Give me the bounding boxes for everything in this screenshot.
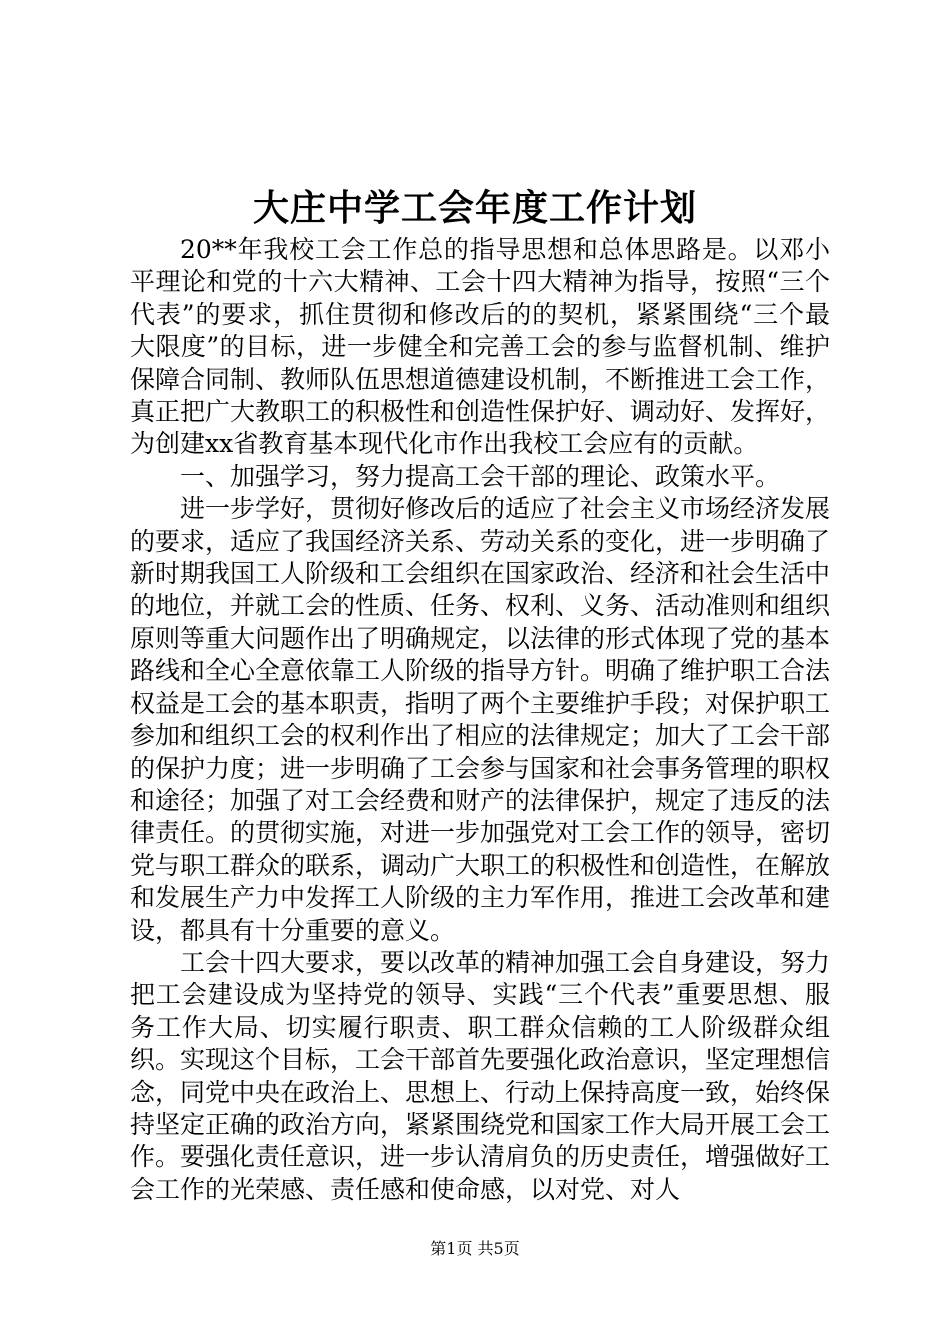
document-title: 大庄中学工会年度工作计划 <box>252 187 697 229</box>
paragraph-intro: 20**年我校工会工作总的指导思想和总体思路是。以邓小平理论和党的十六大精神、工会十四大精神为指导，按照“三个代表”的要求，抓住贯彻和修改后的的契机，紧紧围绕“三个最大限度”的目标，进一步健全和完善工会的参与监督机制、维护保障合同制、教师队伍思想道德建设机制，不断推进工会工作，真正把广大教职工的积极性和创造性保护好、调动好、发挥好，为创建xx省教育基本现代化市作出我校工会应有的贡献。 <box>130 235 831 459</box>
paragraph-reform: 工会十四大要求，要以改革的精神加强工会自身建设，努力把工会建设成为坚持党的领导、实践“三个代表”重要思想、服务工作大局、切实履行职责、职工群众信赖的工人阶级群众组织。实现这个目标，工会干部首先要强化政治意识，坚定理想信念，同党中央在政治上、思想上、行动上保持高度一致，始终保持坚定正确的政治方向，紧紧围绕党和国家工作大局开展工会工作。要强化责任意识，进一步认清肩负的历史责任，增强做好工会工作的光荣感、责任感和使命感，以对党、对人 <box>130 947 831 1204</box>
paragraph-study: 进一步学好，贯彻好修改后的适应了社会主义市场经济发展的要求，适应了我国经济关系、劳动关系的变化，进一步明确了新时期我国工人阶级和工会组织在国家政治、经济和社会生活中的地位，并就工会的性质、任务、权利、义务、活动准则和组织原则等重大问题作出了明确规定，以法律的形式体现了党的基本路线和全心全意依靠工人阶级的指导方针。明确了维护职工合法权益是工会的基本职责，指明了两个主要维护手段；对保护职工参加和组织工会的权利作出了相应的法律规定；加大了工会干部的保护力度；进一步明确了工会参与国家和社会事务管理的职权和途径；加强了对工会经费和财产的法律保护，规定了违反的法律责任。的贯彻实施，对进一步加强党对工会工作的领导，密切党与职工群众的联系，调动广大职工的积极性和创造性，在解放和发展生产力中发挥工人阶级的主力军作用，推进工会改革和建设，都具有十分重要的意义。 <box>130 494 831 945</box>
page-footer: 第1页 共5页 <box>430 1239 520 1258</box>
section-heading-1: 一、加强学习，努力提高工会干部的理论、政策水平。 <box>180 461 781 491</box>
document-body <box>130 234 830 1206</box>
